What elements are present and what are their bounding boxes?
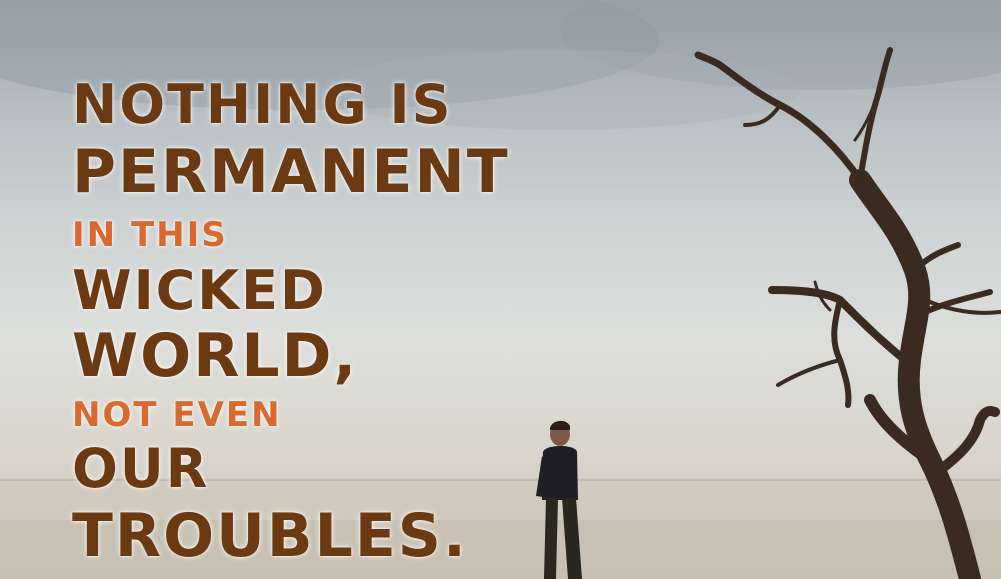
quote-line-6: NOT EVEN <box>72 395 282 435</box>
quote-line-5: WORLD, <box>72 321 359 391</box>
quote-line-8: TROUBLES. <box>72 501 468 571</box>
quote-line-1: NOTHING IS <box>72 73 453 136</box>
quote-line-4: WICKED <box>72 259 327 322</box>
man-leg-left <box>544 498 558 579</box>
quote-line-3: IN THIS <box>72 215 228 255</box>
man-hair <box>550 421 570 430</box>
quote-text <box>72 73 510 576</box>
quote-line-2: PERMANENT <box>72 137 510 207</box>
man-jacket <box>542 446 578 500</box>
quote-line-7: OUR <box>72 437 210 500</box>
